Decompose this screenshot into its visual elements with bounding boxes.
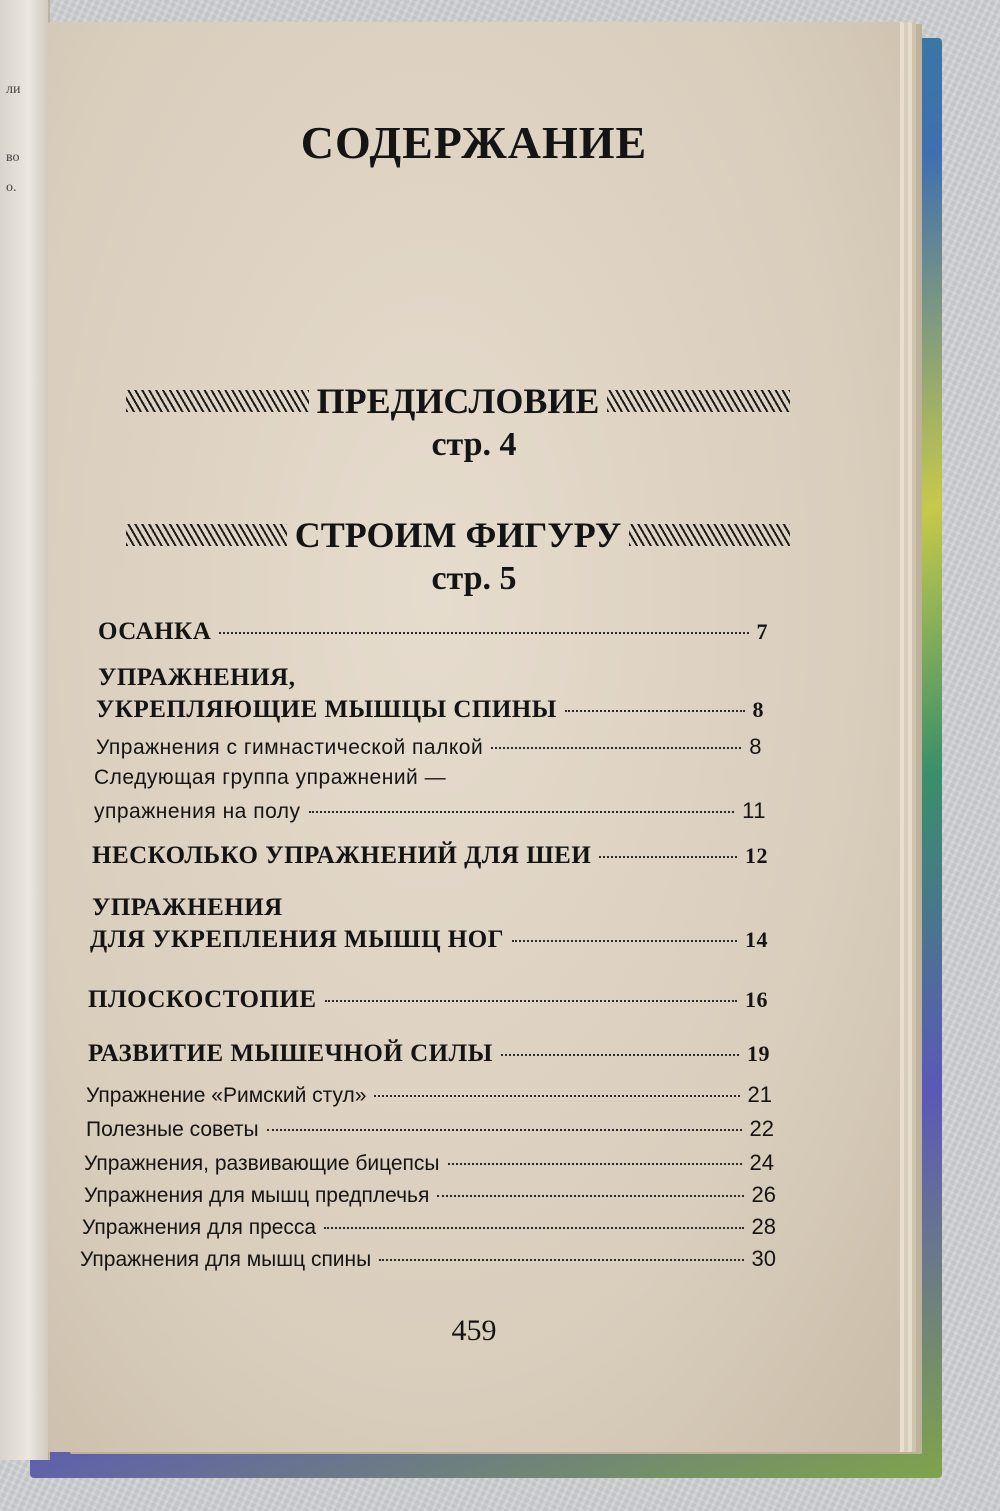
leader-dots <box>437 1195 743 1197</box>
toc-page-number: 8 <box>749 734 762 759</box>
toc-entry <box>84 1182 776 1208</box>
facing-page-text: во <box>6 150 20 165</box>
toc-entry-label: Упражнения, развивающие бицепсы <box>84 1152 440 1175</box>
toc-entry <box>98 618 768 646</box>
toc-entry <box>86 1116 774 1142</box>
toc-entry-label: Полезные советы <box>86 1118 259 1141</box>
toc-entry-label: УПРАЖНЕНИЯ <box>92 894 283 921</box>
toc-page-number: 16 <box>745 987 768 1012</box>
section-heading <box>118 514 798 556</box>
facing-page-text: ли <box>6 82 21 97</box>
toc-entry-label: НЕСКОЛЬКО УПРАЖНЕНИЙ ДЛЯ ШЕИ <box>92 842 592 869</box>
toc-entry <box>90 926 768 954</box>
toc-entry <box>82 1214 776 1240</box>
leader-dots <box>379 1259 743 1261</box>
facing-page-edge <box>0 0 50 1460</box>
leader-dots <box>448 1163 742 1165</box>
section-page-ref: стр. 4 <box>431 426 517 463</box>
toc-page-number: 21 <box>747 1082 772 1107</box>
leader-dots <box>565 710 745 712</box>
toc-entry <box>96 734 762 760</box>
toc-entry-label: ДЛЯ УКРЕПЛЕНИЯ МЫШЦ НОГ <box>90 926 505 953</box>
toc-page-number: 22 <box>749 1116 774 1141</box>
toc-entry-label: УКРЕПЛЯЮЩИЕ МЫШЦЫ СПИНЫ <box>96 696 557 723</box>
toc-entry <box>88 1040 770 1068</box>
toc-page-number: 8 <box>752 697 764 722</box>
leader-dots <box>325 1000 737 1002</box>
toc-page-number: 14 <box>745 927 768 952</box>
toc-entry-label: ПЛОСКОСТОПИЕ <box>88 986 317 1013</box>
toc-page-number: 26 <box>751 1182 776 1207</box>
toc-page-number: 30 <box>751 1246 776 1271</box>
section-heading <box>118 380 798 422</box>
toc-entry-label: Упражнения для пресса <box>82 1216 317 1239</box>
toc-entry-label: Упражнения для мышц предплечья <box>84 1184 430 1207</box>
table-of-contents <box>48 22 900 1452</box>
hatch-ornament <box>607 390 790 412</box>
toc-entry <box>94 798 766 824</box>
leader-dots <box>512 940 737 942</box>
toc-entry-label: ОСАНКА <box>98 618 212 645</box>
leader-dots <box>491 747 741 749</box>
toc-entry-label: упражнения на полу <box>94 800 301 823</box>
section-page-ref: стр. 5 <box>431 560 517 597</box>
leader-dots <box>501 1054 739 1056</box>
toc-entry <box>96 696 764 724</box>
toc-entry-label: Упражнения для мышц спины <box>80 1248 372 1271</box>
leader-dots <box>324 1227 743 1229</box>
toc-entry <box>84 1150 774 1176</box>
toc-page-number: 12 <box>745 843 768 868</box>
toc-page-number: 11 <box>742 798 766 823</box>
toc-entry <box>86 1082 772 1108</box>
toc-entry <box>92 842 768 870</box>
leader-dots <box>374 1095 739 1097</box>
hatch-ornament <box>126 524 287 546</box>
leader-dots <box>309 811 735 813</box>
toc-entry-label: УПРАЖНЕНИЯ, <box>98 664 296 691</box>
hatch-ornament <box>126 390 309 412</box>
section-label: СТРОИМ ФИГУРУ <box>294 515 622 555</box>
toc-entry <box>88 986 768 1014</box>
toc-page-number: 28 <box>751 1214 776 1239</box>
facing-page-text: о. <box>6 180 17 195</box>
toc-page-number: 19 <box>747 1041 770 1066</box>
toc-entry-label: Упражнения с гимнастической палкой <box>96 736 484 759</box>
leader-dots <box>267 1129 742 1131</box>
leader-dots <box>599 856 737 858</box>
toc-page-number: 24 <box>749 1150 774 1175</box>
page-number: 459 <box>451 1314 497 1347</box>
toc-entry-label: РАЗВИТИЕ МЫШЕЧНОЙ СИЛЫ <box>88 1040 493 1067</box>
book-page <box>48 22 900 1452</box>
hatch-ornament <box>629 524 790 546</box>
leader-dots <box>219 632 748 634</box>
toc-entry-label: Упражнение «Римский стул» <box>86 1084 367 1107</box>
page-title: СОДЕРЖАНИЕ <box>300 117 648 168</box>
toc-entry <box>80 1246 776 1272</box>
toc-entry-label: Следующая группа упражнений — <box>94 766 447 789</box>
section-label: ПРЕДИСЛОВИЕ <box>316 381 600 421</box>
toc-page-number: 7 <box>756 619 768 644</box>
